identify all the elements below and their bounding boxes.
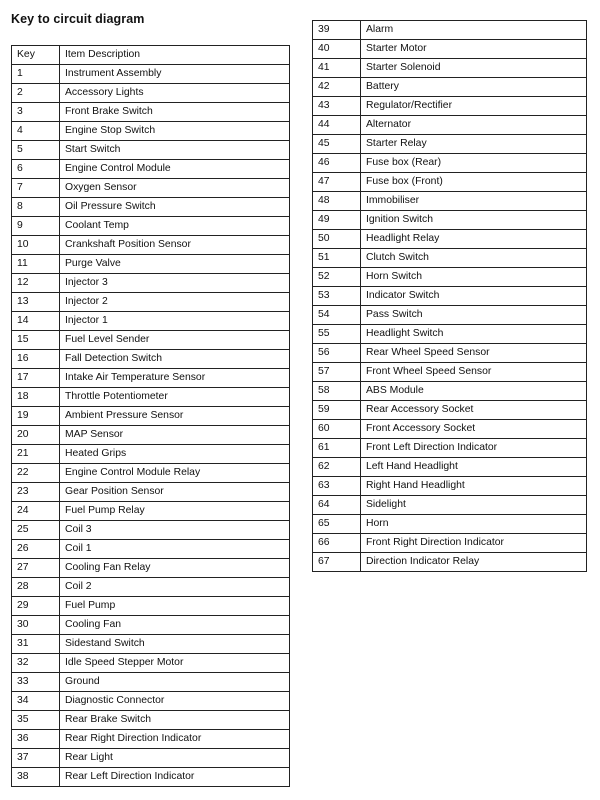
item-description: Coil 3	[60, 521, 290, 540]
item-description: Clutch Switch	[361, 249, 587, 268]
key-number: 46	[313, 154, 361, 173]
table-row	[12, 179, 290, 198]
item-description: Fuel Pump Relay	[60, 502, 290, 521]
item-description: Pass Switch	[361, 306, 587, 325]
key-number: 44	[313, 116, 361, 135]
table-row	[313, 458, 587, 477]
key-number: 7	[12, 179, 60, 198]
key-number: 8	[12, 198, 60, 217]
table-row	[313, 306, 587, 325]
item-description: Front Right Direction Indicator	[361, 534, 587, 553]
table-row	[313, 40, 587, 59]
item-description: Ignition Switch	[361, 211, 587, 230]
table-row	[12, 122, 290, 141]
item-description: Starter Relay	[361, 135, 587, 154]
key-number: 54	[313, 306, 361, 325]
table-row	[12, 141, 290, 160]
key-number: 2	[12, 84, 60, 103]
item-description: Accessory Lights	[60, 84, 290, 103]
table-row	[313, 249, 587, 268]
item-description: Start Switch	[60, 141, 290, 160]
table-row	[313, 135, 587, 154]
item-description: Sidelight	[361, 496, 587, 515]
key-number: 6	[12, 160, 60, 179]
table-row	[12, 483, 290, 502]
table-row	[313, 97, 587, 116]
key-number: 1	[12, 65, 60, 84]
item-description: Right Hand Headlight	[361, 477, 587, 496]
header-key: Key	[12, 46, 60, 65]
key-number: 10	[12, 236, 60, 255]
table-row	[12, 445, 290, 464]
table-row	[313, 344, 587, 363]
item-description: Front Brake Switch	[60, 103, 290, 122]
key-number: 5	[12, 141, 60, 160]
item-description: Oil Pressure Switch	[60, 198, 290, 217]
key-number: 13	[12, 293, 60, 312]
key-number: 53	[313, 287, 361, 306]
table-row	[12, 103, 290, 122]
table-row	[12, 388, 290, 407]
table-row	[12, 369, 290, 388]
table-row	[12, 236, 290, 255]
table-row	[313, 477, 587, 496]
key-number: 57	[313, 363, 361, 382]
item-description: Regulator/Rectifier	[361, 97, 587, 116]
table-row	[12, 198, 290, 217]
key-number: 42	[313, 78, 361, 97]
key-number: 52	[313, 268, 361, 287]
table-row	[313, 59, 587, 78]
table-row	[12, 160, 290, 179]
table-row	[12, 255, 290, 274]
key-number: 58	[313, 382, 361, 401]
item-description: Purge Valve	[60, 255, 290, 274]
item-description: Diagnostic Connector	[60, 692, 290, 711]
key-number: 51	[313, 249, 361, 268]
key-number: 60	[313, 420, 361, 439]
item-description: Coil 1	[60, 540, 290, 559]
item-description: Injector 1	[60, 312, 290, 331]
key-number: 49	[313, 211, 361, 230]
key-number: 22	[12, 464, 60, 483]
item-description: Headlight Relay	[361, 230, 587, 249]
table-row	[12, 692, 290, 711]
table-row	[313, 515, 587, 534]
key-number: 24	[12, 502, 60, 521]
item-description: Alternator	[361, 116, 587, 135]
key-number: 34	[12, 692, 60, 711]
table-row	[313, 325, 587, 344]
key-number: 66	[313, 534, 361, 553]
item-description: Sidestand Switch	[60, 635, 290, 654]
key-table-right	[312, 20, 587, 572]
key-number: 43	[313, 97, 361, 116]
item-description: Cooling Fan Relay	[60, 559, 290, 578]
table-row	[12, 464, 290, 483]
item-description: Front Accessory Socket	[361, 420, 587, 439]
item-description: Rear Left Direction Indicator	[60, 768, 290, 787]
table-row	[313, 553, 587, 572]
key-number: 3	[12, 103, 60, 122]
item-description: Front Left Direction Indicator	[361, 439, 587, 458]
table-row	[12, 711, 290, 730]
key-number: 32	[12, 654, 60, 673]
key-number: 45	[313, 135, 361, 154]
key-number: 15	[12, 331, 60, 350]
key-number: 33	[12, 673, 60, 692]
table-row	[313, 154, 587, 173]
key-table-left	[11, 45, 290, 787]
table-row	[12, 312, 290, 331]
item-description: Indicator Switch	[361, 287, 587, 306]
table-row	[313, 268, 587, 287]
key-number: 16	[12, 350, 60, 369]
table-row	[12, 502, 290, 521]
item-description: Immobiliser	[361, 192, 587, 211]
key-number: 18	[12, 388, 60, 407]
item-description: Headlight Switch	[361, 325, 587, 344]
item-description: Cooling Fan	[60, 616, 290, 635]
table-row	[12, 768, 290, 787]
key-number: 9	[12, 217, 60, 236]
key-number: 30	[12, 616, 60, 635]
item-description: Horn	[361, 515, 587, 534]
key-number: 17	[12, 369, 60, 388]
item-description: Fall Detection Switch	[60, 350, 290, 369]
item-description: Fuse box (Rear)	[361, 154, 587, 173]
item-description: Rear Right Direction Indicator	[60, 730, 290, 749]
key-number: 28	[12, 578, 60, 597]
table-row	[12, 749, 290, 768]
table-row	[313, 439, 587, 458]
item-description: Horn Switch	[361, 268, 587, 287]
item-description: Crankshaft Position Sensor	[60, 236, 290, 255]
table-row	[12, 217, 290, 236]
key-number: 12	[12, 274, 60, 293]
key-number: 23	[12, 483, 60, 502]
key-number: 26	[12, 540, 60, 559]
table-row	[313, 287, 587, 306]
table-row	[12, 673, 290, 692]
table-row	[313, 363, 587, 382]
table-row	[313, 382, 587, 401]
table-row	[313, 21, 587, 40]
key-number: 40	[313, 40, 361, 59]
key-number: 63	[313, 477, 361, 496]
table-row	[12, 597, 290, 616]
item-description: ABS Module	[361, 382, 587, 401]
item-description: Engine Control Module Relay	[60, 464, 290, 483]
item-description: Engine Stop Switch	[60, 122, 290, 141]
key-number: 64	[313, 496, 361, 515]
key-number: 62	[313, 458, 361, 477]
item-description: Rear Brake Switch	[60, 711, 290, 730]
table-row	[12, 540, 290, 559]
key-number: 65	[313, 515, 361, 534]
table-row	[12, 331, 290, 350]
key-number: 61	[313, 439, 361, 458]
table-row	[12, 654, 290, 673]
item-description: Intake Air Temperature Sensor	[60, 369, 290, 388]
key-number: 67	[313, 553, 361, 572]
key-number: 37	[12, 749, 60, 768]
item-description: Fuse box (Front)	[361, 173, 587, 192]
item-description: Rear Wheel Speed Sensor	[361, 344, 587, 363]
item-description: Rear Light	[60, 749, 290, 768]
table-row	[313, 401, 587, 420]
key-number: 29	[12, 597, 60, 616]
table-row	[313, 496, 587, 515]
table-row	[313, 173, 587, 192]
item-description: Front Wheel Speed Sensor	[361, 363, 587, 382]
item-description: Battery	[361, 78, 587, 97]
key-number: 47	[313, 173, 361, 192]
item-description: Injector 3	[60, 274, 290, 293]
table-row	[12, 407, 290, 426]
item-description: Injector 2	[60, 293, 290, 312]
table-row	[12, 730, 290, 749]
table-row	[12, 635, 290, 654]
key-number: 35	[12, 711, 60, 730]
item-description: Ground	[60, 673, 290, 692]
key-number: 50	[313, 230, 361, 249]
table-row	[12, 578, 290, 597]
key-number: 11	[12, 255, 60, 274]
table-row	[12, 521, 290, 540]
key-number: 20	[12, 426, 60, 445]
item-description: Throttle Potentiometer	[60, 388, 290, 407]
item-description: Alarm	[361, 21, 587, 40]
key-number: 31	[12, 635, 60, 654]
key-number: 48	[313, 192, 361, 211]
table-row	[313, 211, 587, 230]
key-number: 4	[12, 122, 60, 141]
key-number: 55	[313, 325, 361, 344]
item-description: Direction Indicator Relay	[361, 553, 587, 572]
table-row	[12, 84, 290, 103]
item-description: MAP Sensor	[60, 426, 290, 445]
key-number: 38	[12, 768, 60, 787]
table-row	[313, 420, 587, 439]
item-description: Ambient Pressure Sensor	[60, 407, 290, 426]
table-row	[12, 350, 290, 369]
header-description: Item Description	[60, 46, 290, 65]
item-description: Left Hand Headlight	[361, 458, 587, 477]
table-row	[313, 116, 587, 135]
item-description: Gear Position Sensor	[60, 483, 290, 502]
item-description: Coolant Temp	[60, 217, 290, 236]
key-number: 25	[12, 521, 60, 540]
item-description: Idle Speed Stepper Motor	[60, 654, 290, 673]
key-number: 19	[12, 407, 60, 426]
table-row	[12, 65, 290, 84]
item-description: Fuel Pump	[60, 597, 290, 616]
item-description: Instrument Assembly	[60, 65, 290, 84]
key-number: 39	[313, 21, 361, 40]
table-row	[12, 293, 290, 312]
table-header-row	[12, 46, 290, 65]
item-description: Fuel Level Sender	[60, 331, 290, 350]
key-number: 21	[12, 445, 60, 464]
page-title: Key to circuit diagram	[11, 12, 145, 26]
key-number: 59	[313, 401, 361, 420]
table-row	[12, 426, 290, 445]
item-description: Oxygen Sensor	[60, 179, 290, 198]
table-row	[12, 616, 290, 635]
table-row	[313, 534, 587, 553]
item-description: Starter Motor	[361, 40, 587, 59]
key-number: 41	[313, 59, 361, 78]
item-description: Engine Control Module	[60, 160, 290, 179]
table-row	[12, 559, 290, 578]
key-number: 14	[12, 312, 60, 331]
table-row	[12, 274, 290, 293]
key-number: 27	[12, 559, 60, 578]
item-description: Heated Grips	[60, 445, 290, 464]
table-row	[313, 230, 587, 249]
item-description: Rear Accessory Socket	[361, 401, 587, 420]
table-row	[313, 192, 587, 211]
table-row	[313, 78, 587, 97]
item-description: Starter Solenoid	[361, 59, 587, 78]
key-number: 56	[313, 344, 361, 363]
item-description: Coil 2	[60, 578, 290, 597]
key-number: 36	[12, 730, 60, 749]
